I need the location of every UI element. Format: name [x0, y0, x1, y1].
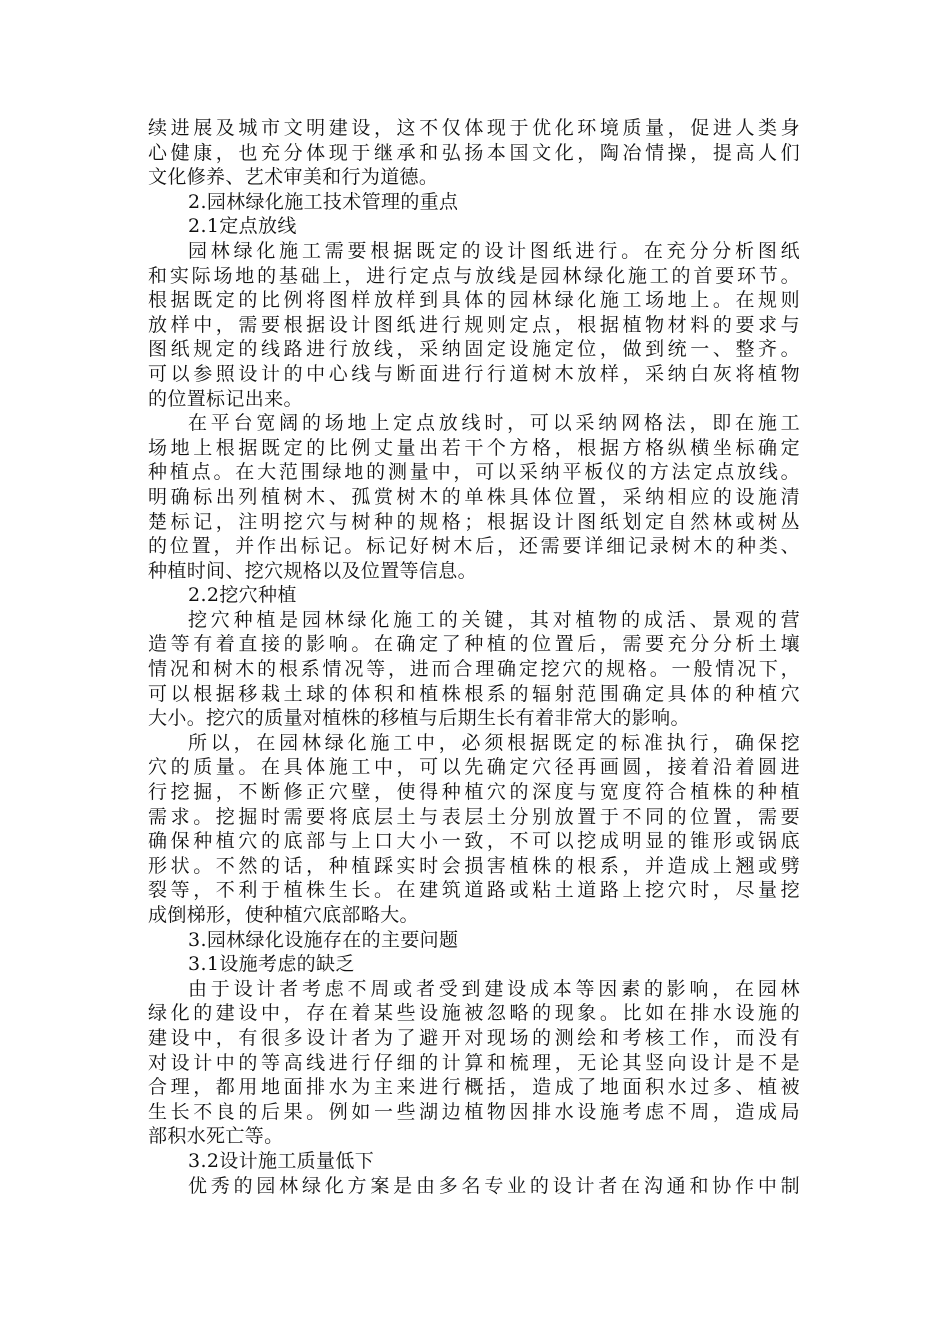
text-line: 确保种植穴的底部与上口大小一致，不可以挖成明显的锥形或锅底 [148, 830, 800, 853]
text-line: 种植时间、挖穴规格以及位置等信息。 [148, 559, 477, 582]
text-line: 行挖掘，不断修正穴壁，使得种植穴的深度与宽度符合植株的种植 [148, 781, 800, 804]
text-line: 2.2挖穴种植 [188, 584, 297, 607]
text-line: 生长不良的后果。例如一些湖边植物因排水设施考虑不周，造成局 [148, 1100, 800, 1123]
text-line: 所以，在园林绿化施工中，必须根据既定的标准执行，确保挖 [188, 731, 800, 754]
text-line: 种植点。在大范围绿地的测量中，可以采纳平板仪的方法定点放线。 [148, 461, 800, 484]
text-line: 根据既定的比例将图样放样到具体的园林绿化施工场地上。在规则 [148, 289, 800, 312]
text-line: 可以根据移栽土球的体积和植株根系的辐射范围确定具体的种植穴 [148, 682, 800, 705]
text-line: 和实际场地的基础上，进行定点与放线是园林绿化施工的首要环节。 [148, 264, 800, 287]
text-line: 穴的质量。在具体施工中，可以先确定穴径再画圆，接着沿着圆进 [148, 756, 800, 779]
text-line: 合理，都用地面排水为主来进行概括，造成了地面积水过多、植被 [148, 1076, 800, 1099]
text-line: 的位置标记出来。 [148, 387, 303, 410]
text-line: 需求。挖掘时需要将底层土与表层土分别放置于不同的位置，需要 [148, 805, 800, 828]
text-line: 园林绿化施工需要根据既定的设计图纸进行。在充分分析图纸 [188, 239, 800, 262]
document-page [148, 116, 800, 1198]
text-line: 3.1设施考虑的缺乏 [188, 953, 355, 976]
text-line: 图纸规定的线路进行放线，采纳固定设施定位，做到统一、整齐。 [148, 338, 800, 361]
text-line: 优秀的园林绿化方案是由多名专业的设计者在沟通和协作中制 [188, 1174, 800, 1197]
text-line: 文化修养、艺术审美和行为道德。 [148, 166, 439, 189]
text-line: 成倒梯形，使种植穴底部略大。 [148, 904, 419, 926]
text-line: 部积水死亡等。 [148, 1125, 284, 1148]
text-line: 明确标出列植树木、孤赏树木的单株具体位置，采纳相应的设施清 [148, 485, 800, 508]
text-line: 2.1定点放线 [188, 215, 297, 238]
text-line: 放样中，需要根据设计图纸进行规则定点，根据植物材料的要求与 [148, 313, 800, 336]
text-line: 在平台宽阔的场地上定点放线时，可以采纳网格法，即在施工 [188, 412, 800, 435]
text-line: 形状。不然的话，种植踩实时会损害植株的根系，并造成上翘或劈 [148, 854, 800, 877]
text-line: 2.园林绿化施工技术管理的重点 [188, 190, 459, 213]
text-line: 心健康，也充分体现于继承和弘扬本国文化，陶冶情操，提高人们 [148, 141, 800, 164]
text-line: 3.园林绿化设施存在的主要问题 [188, 928, 459, 951]
text-line: 由于设计者考虑不周或者受到建设成本等因素的影响，在园林 [188, 977, 800, 1000]
text-line: 裂等，不利于植株生长。在建筑道路或粘土道路上挖穴时，尽量挖 [148, 879, 800, 902]
text-line: 绿化的建设中，存在着某些设施被忽略的现象。比如在排水设施的 [148, 1002, 800, 1025]
text-line: 场地上根据既定的比例丈量出若干个方格，根据方格纵横坐标确定 [148, 436, 800, 459]
text-line: 大小。挖穴的质量对植株的移植与后期生长有着非常大的影响。 [148, 707, 690, 730]
text-line: 造等有着直接的影响。在确定了种植的位置后，需要充分分析土壤 [148, 633, 800, 656]
text-line: 续进展及城市文明建设，这不仅体现于优化环境质量，促进人类身 [148, 117, 800, 139]
text-line: 楚标记，注明挖穴与树种的规格；根据设计图纸划定自然林或树丛 [148, 510, 800, 533]
text-line: 挖穴种植是园林绿化施工的关键，其对植物的成活、景观的营 [188, 608, 800, 631]
text-line: 建设中，有很多设计者为了避开对现场的测绘和考核工作，而没有 [148, 1026, 800, 1049]
text-line: 对设计中的等高线进行仔细的计算和梳理，无论其竖向设计是不是 [148, 1051, 800, 1074]
text-line: 可以参照设计的中心线与断面进行行道树木放样，采纳白灰将植物 [148, 362, 800, 385]
text-line: 情况和树木的根系情况等，进而合理确定挖穴的规格。一般情况下， [148, 658, 800, 681]
text-line: 的位置，并作出标记。标记好树木后，还需要详细记录树木的种类、 [148, 535, 800, 558]
text-line: 3.2设计施工质量低下 [188, 1149, 375, 1172]
